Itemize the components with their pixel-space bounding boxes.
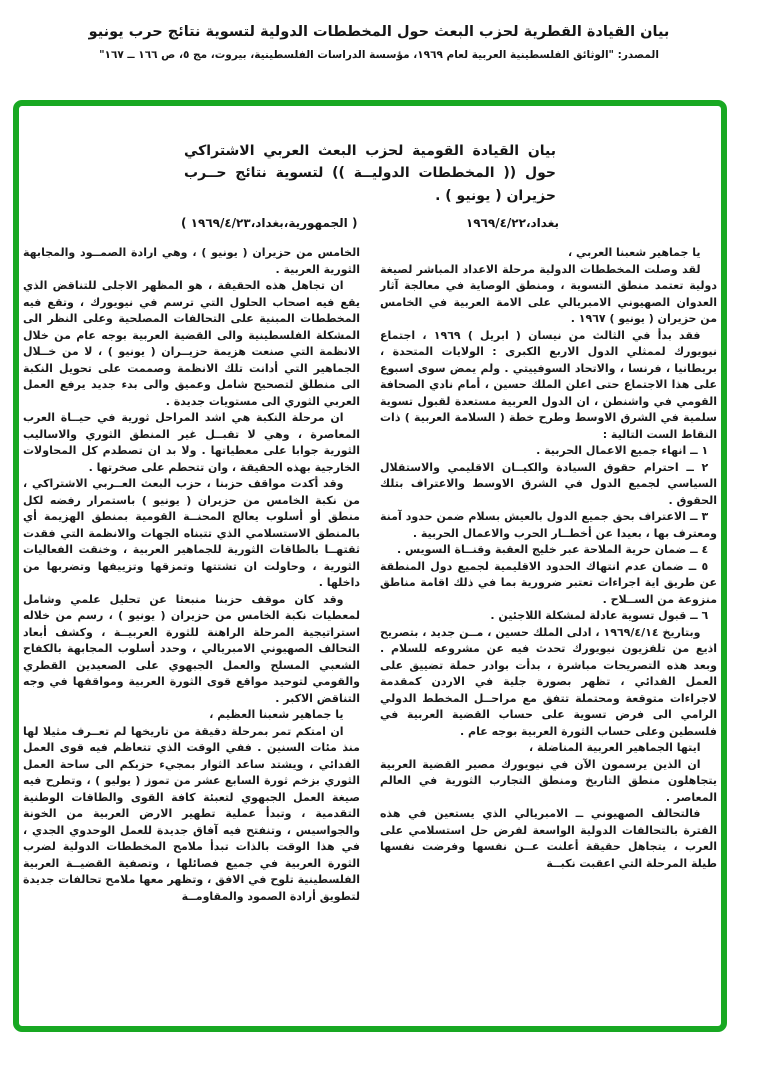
salutation-line: يا جماهير شعبنا العربي ، xyxy=(568,246,701,260)
paragraph: ان تجاهل هذه الحقيقة ، هو المظهر الاجلى للتناقض الذي يقع فيه اصحاب الحلول التي ترسم في نيويورك ، وتقع فيه المخططات المبنية على التحالفات المصلحية وعلى النظر الى المشكلة الفلسطينية والى القضية العربية بوجه عام من خلال الانظمة التي صنعت هزيمة حزيــران ( يونيو ) ، لا من خــلال الجماهير التي أدانت تلك الانظمة وصممت على تحويل النكبة الى منطلق لتصحيح شامل وعميق والى بدء جديد يرفع العمل العربي الثوري الى مستويات جديدة . xyxy=(23,279,360,408)
paragraph: وقد كان موقف حزبنا منبعثا عن تحليل علمي وشامل لمعطيات نكبة الخامس من حزيران ( يونيو ) ، رسم من خلاله استراتيجية المرحلة الراهنة للثورة العربيــة ، وكشف أبعاد التحالف الصهيوني الامبريالي ، وحدد أسلوب المجابهة بالكفاح الشعبي المسلح والعمل الجبهوي على الصعيدين القطري والقومي لتوحيد مواقع قوى الثورة العربية ومواقفها في وجه التناقض الاكبر . xyxy=(23,592,360,705)
page-header-source: المصدر: "الوثائق الفلسطينية العربية لعام ١٩٦٩، مؤسسة الدراسات الفلسطينية، بيروت، مج ٥، ص ١٦٦ ــ ١٦٧" xyxy=(99,49,659,61)
document-columns xyxy=(19,230,721,905)
salutation-line: يا جماهير شعبنا العظيم ، xyxy=(209,708,344,722)
list-item: ٣ ــ الاعتراف بحق جميع الدول بالعيش بسلام ضمن حدود آمنة ومعترف بها ، بعيدا عن أخطــار الحرب والاعمال الحربية . xyxy=(380,510,717,540)
paragraph: ان مرحلة النكبة هي اشد المراحل ثورية في حيــاة العرب المعاصرة ، وهي لا تقبــل غير المنطق الثوري والاساليب الثورية جوابا على معطياتها . ولا بد ان تصطدم كل المحاولات الخارجية بهذه الحقيقة ، وان تتحطم على صخرتها . xyxy=(23,411,360,474)
column-left xyxy=(23,245,360,905)
paragraph: فقد بدأ في الثالث من نيسان ( ابريل ) ١٩٦٩ ، اجتماع نيويورك لممثلي الدول الاربع الكبرى : الولايات المتحدة ، بريطانيا ، فرنسا ، والاتحاد السوفييتي . ولم يمض سوى اسبوع على هذا الاجتماع حتى اعلن الملك حسين ، أمام نادي الصحافة القومي في واشنطن ، ان الدول العربية مستعدة لقبول تسوية سلمية في الشرق الاوسط وطرح خطة ( السلامة العربية ) ذات النقاط الست التالية : xyxy=(380,328,717,441)
paragraph: فالتحالف الصهيوني ــ الامبريالي الذي يستعين في هذه الفترة بالتحالفات الدولية الواسعة لفرض حل استسلامي على العرب ، يتجاهل حقيقة أعلنت عــن نفسها وفرضت نفسها طيلة المرحلة التي اعقبت نكبــة xyxy=(380,807,717,870)
salutation-line: ايتها الجماهير العربية المناضلة ، xyxy=(528,741,701,755)
paragraph: الخامس من حزيران ( يونيو ) ، وهي ارادة الصمــود والمجابهة الثورية العربية . xyxy=(23,246,360,276)
dateline-newspaper-ref: ( الجمهورية،بغداد،١٩٦٩/٤/٢٣ ) xyxy=(181,216,358,231)
page-header xyxy=(0,0,758,61)
list-item: ٦ ــ قبول تسوية عادلة لمشكلة اللاجئين . xyxy=(490,609,709,623)
list-item: ٢ ــ احترام حقوق السيادة والكيــان الاقليمي والاستقلال السياسي لجميع الدول في الشرق الاوسط والاعتراف بتلك الحقوق . xyxy=(380,460,717,507)
paragraph: لقد وصلت المخططات الدولية مرحلة الاعداد المباشر لصيغة دولية تعتمد منطق التسوية ، ومنطق الوصاية في معالجة آثار العدوان الصهيوني الامبريالي على الامة العربية في الخامس من حزيران ( يونيو ) ١٩٦٧ . xyxy=(380,262,717,326)
list-item: ٤ ــ ضمان حرية الملاحة عبر خليج العقبة وقنــاة السويس . xyxy=(396,543,709,557)
list-item: ١ ــ انهاء جميع الاعمال الحربية . xyxy=(536,444,709,458)
dateline-place-date: بغداد،١٩٦٩/٤/٢٢ xyxy=(465,216,559,231)
paragraph: ان امتكم تمر بمرحلة دقيقة من تاريخها لم تعــرف مثيلا لها منذ مئات السنين . ففي الوقت الذي تتعاظم فيه قوى العمل الفدائي ، ويشتد ساعد الثوار بمجيء حزبكم الى ساحة العمل الثوري بزخم ثورة السابع عشر من تموز ( يوليو ) ، وتطرح فيه صيغة العمل الجبهوي لتعبئة كافة القوى والطاقات الوطنية التقدمية ، وتبدأ عملية تطهير الارض العربية من الخونة والجواسيس ، وتنفتح فيه آفاق جديدة للعمل الوحدوي الجدي ، في هذا الوقت بالذات تبدأ ملامح المخططات الدولية لضرب الثورة العربية في جميع فصائلها ، وتصفية القضيــة العربية الفلسطينية تلوح في الافق ، وتظهر معها ملامح تحالفات جديدة لتطويق أرادة الصمود والمقاومــة xyxy=(23,724,360,903)
list-item: ٥ ــ ضمان عدم انتهاك الحدود الاقليمية لجميع دول المنطقة عن طريق اية اجراءات تعتبر ضرورية بما في ذلك اقامة مناطق منزوعة من الســلاح . xyxy=(380,559,717,606)
paragraph: وقد أكدت مواقف حزبنا ، حزب البعث العــربي الاشتراكي ، من نكبة الخامس من حزيران ( يونيو ) باستمرار رفضه لكل منطق أو أسلوب يعالج المحنــة القومية بمنطق الهزيمة أي بالمنطق الاستسلامي الذي تتبناه الجهات والانظمة التي فقدت ثقتهــا بالطاقات الثورية للجماهير العربية ، وخنقت الفعاليات الثورية ، وحاولت ان تشتتها وتمزقها وتزييفها وتضربها من داخلها . xyxy=(23,477,360,590)
document-dateline xyxy=(181,216,559,230)
paragraph: وبتاريخ ١٩٦٩/٤/١٤ ، ادلى الملك حسين ، مــن جديد ، بتصريح اذيع من تلفزيون نيويورك تحدث فيه عن مشروعه للسلام . وبعد هذه التصريحات مباشرة ، بدأت بوادر حملة تضييق على العمل الفدائي ، تظهر بصورة جلية في الاردن كمقدمة لاجراءات متوقعة ومحتملة تتفق مع مراحــل المخطط الدولي الرامي الى فرض تسوية على حساب القضية العربية في فلسطين وعلى حساب الثورة العربية بوجه عام . xyxy=(380,625,717,738)
paragraph: ان الذين يرسمون الآن في نيويورك مصير القضية العربية يتجاهلون منطق التاريخ ومنطق التجارب الثورية في العالم المعاصر . xyxy=(380,757,717,804)
column-right xyxy=(380,245,717,905)
document-frame xyxy=(13,100,727,1032)
page-header-title: بيان القيادة القطرية لحزب البعث حول المخططات الدولية لتسوية نتائج حرب يونيو xyxy=(88,24,670,40)
document-title: بيان القيادة القومية لحزب البعث العربي الاشتراكي حول (( المخططات الدوليــة )) لتسوية نتائج حــرب حزيران ( يونيو ) . xyxy=(184,143,556,204)
